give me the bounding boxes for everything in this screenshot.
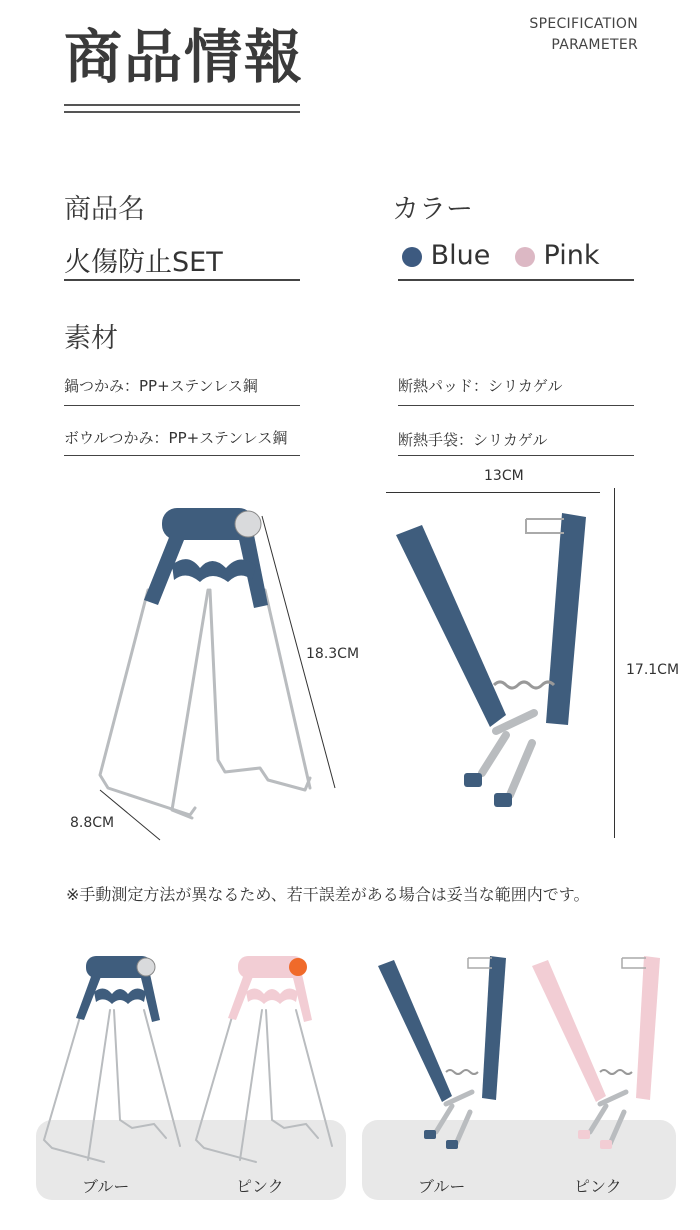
color-options [402, 240, 599, 271]
tongs-pink-caption: ピンク [574, 1177, 622, 1196]
tong-height-line [614, 488, 615, 838]
clip-pink-caption: ピンク [236, 1177, 284, 1196]
tongs-tips [464, 773, 512, 807]
spec-line-1: SPECIFICATION [529, 16, 638, 32]
blue-tongs [372, 950, 522, 1150]
blue-color-swatch [402, 247, 422, 267]
material-underline-1 [64, 405, 300, 406]
page-title: 商品情報 [64, 23, 305, 91]
header-rule-top [64, 104, 300, 106]
bowl-clip-cap [235, 511, 261, 537]
clip-width-label: 8.8CM [70, 815, 115, 831]
bowl-clip-wire [100, 590, 310, 818]
material-label: 素材 [64, 323, 118, 354]
material-underline-3 [64, 455, 300, 456]
spec-line-2: PARAMETER [551, 37, 638, 53]
material-item-bowl-holder: ボウルつかみ：PP+ステンレス鋼 [64, 429, 288, 447]
color-label: カラー [392, 194, 473, 225]
blue-bowl-clip [36, 948, 196, 1166]
product-name-label: 商品名 [64, 194, 145, 225]
tong-height-label: 17.1CM [626, 662, 680, 678]
header-rule-bottom [64, 111, 300, 113]
color-pink-name: Pink [543, 240, 600, 271]
tongs-arms [396, 513, 586, 727]
tong-width-label: 13CM [484, 468, 524, 484]
bowl-clip-dimension-diagram [60, 490, 380, 850]
product-name-underline [64, 279, 300, 281]
material-item-glove: 断熱手袋：シリカゲル [398, 431, 548, 449]
tongs-blue-caption: ブルー [418, 1177, 466, 1196]
material-item-pad: 断熱パッド：シリカゲル [398, 377, 563, 395]
tong-width-line [386, 492, 600, 493]
tongs-hook [526, 519, 564, 533]
material-underline-2 [398, 405, 634, 406]
product-name-value: 火傷防止SET [64, 247, 223, 278]
spec-heading [529, 14, 638, 56]
measurement-note: ※手動測定方法が異なるため、若干誤差がある場合は妥当な範囲内です。 [66, 885, 590, 904]
color-underline [398, 279, 634, 281]
color-blue-name: Blue [430, 240, 491, 271]
pink-tongs [526, 950, 676, 1150]
tongs-spring [494, 682, 554, 688]
clip-blue-caption: ブルー [82, 1177, 130, 1196]
tongs-dimension-diagram [386, 505, 606, 835]
material-underline-4 [398, 455, 634, 456]
clip-height-label: 18.3CM [306, 646, 360, 662]
pink-color-swatch [515, 247, 535, 267]
pink-bowl-clip [188, 948, 348, 1166]
material-item-pot-holder: 鍋つかみ：PP+ステンレス鋼 [64, 377, 258, 395]
